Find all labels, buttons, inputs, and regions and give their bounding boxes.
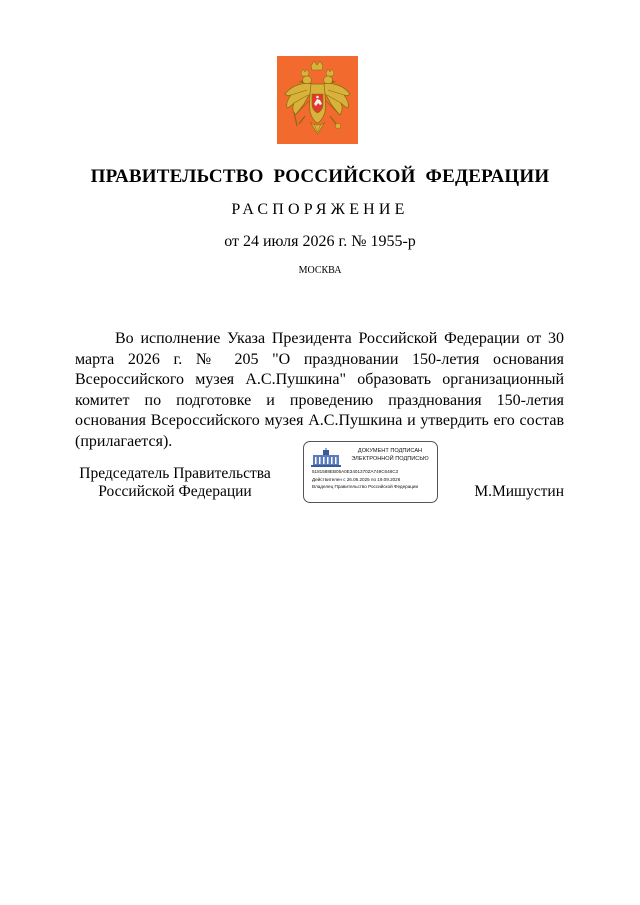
signer-name: М.Мишустин <box>474 483 564 500</box>
government-building-icon <box>310 448 342 468</box>
stamp-title-line2: ЭЛЕКТРОННОЙ ПОДПИСЬЮ <box>351 455 429 462</box>
stamp-title <box>348 448 432 463</box>
coat-of-arms-emblem <box>277 56 358 144</box>
signer-position-line2: Российской Федерации <box>98 483 252 500</box>
stamp-title-line1: ДОКУМЕНТ ПОДПИСАН <box>357 448 423 454</box>
document-city: МОСКВА <box>298 265 342 276</box>
document-date-number: от 24 июля 2026 г. № 1955-р <box>224 233 416 250</box>
stamp-owner: Владелец Правительство Российской Федерации <box>312 484 419 489</box>
signer-position <box>75 465 275 501</box>
stamp-serial: 5181588EB05A0E3401370ZA749C648C3 <box>312 469 399 474</box>
government-title: ПРАВИТЕЛЬСТВО РОССИЙСКОЙ ФЕДЕРАЦИИ <box>90 166 550 187</box>
signer-position-line1: Председатель Правительства <box>79 465 271 482</box>
stamp-validity: Действителен с 26.06.2025 по 19.09.2026 <box>312 477 401 482</box>
document-type: РАСПОРЯЖЕНИЕ <box>231 201 409 218</box>
double-headed-eagle-icon <box>277 56 358 144</box>
decree-paragraph: Во исполнение Указа Президента Российской Федерации от 30 марта 2026 г. № 205 "О праздновании 150-летия основания Всероссийского музея А.С.Пушкина" образовать организационный комитет по подготовке и проведению празднования 150-летия основания Всероссийского музея А.С.Пушкина и утвердить его состав (прилагается). <box>75 330 564 450</box>
electronic-signature-stamp <box>303 441 438 503</box>
